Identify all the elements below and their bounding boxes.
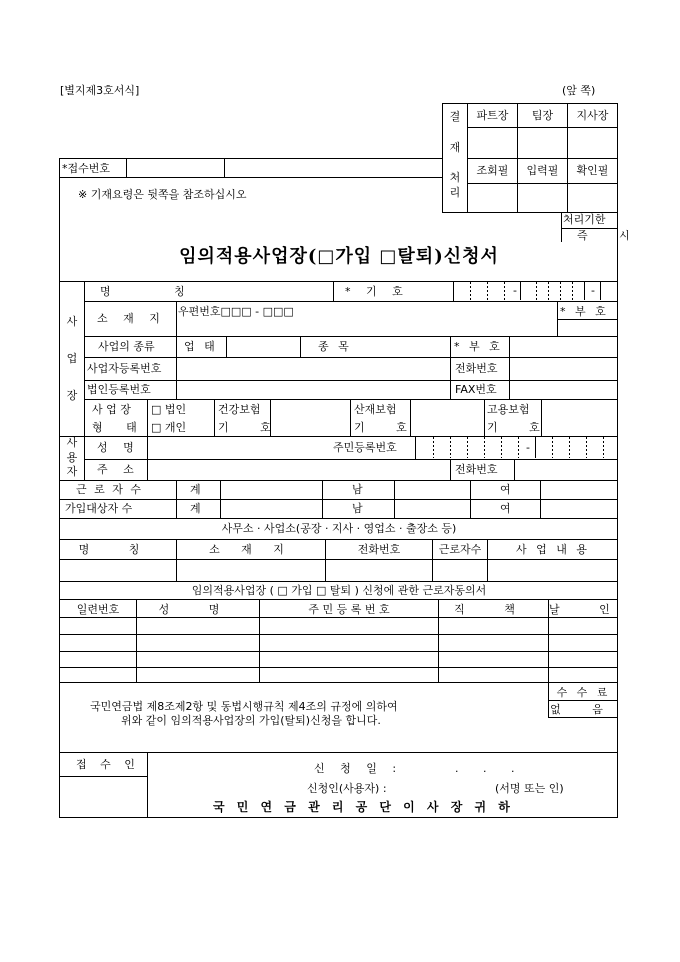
consent-col-serial: 일련번호 [76, 603, 120, 616]
option-individual[interactable]: □ 개인 [151, 421, 187, 434]
symbol-dash-2: - [591, 284, 595, 297]
postal-code: 우편번호□□□ - □□□ [178, 305, 294, 318]
approval-label-4: 리 [449, 186, 461, 199]
consent-col-resident-no: 주 민 등 록 번 호 [308, 603, 390, 616]
approval-label-2: 재 [449, 141, 461, 154]
date-label: 신 청 일 : [314, 762, 403, 775]
offices-heading: 사무소 · 사업소(공장 · 지사 · 영업소 · 출장소 등) [221, 522, 457, 535]
approver-team-lead: 팀장 [531, 109, 554, 122]
consent-heading: 임의적용사업장 ( □ 가입 □ 탈퇴 ) 신청에 관한 근로자동의서 [191, 584, 487, 597]
applicant-label: 신청인(사용자) : [307, 782, 387, 795]
option-corporation[interactable]: □ 법인 [151, 403, 187, 416]
employer-name-label: 성 명 [97, 441, 140, 454]
workers-count-label: 근 로 자 수 [76, 483, 143, 496]
consent-col-position: 직 책 [454, 603, 533, 616]
page-title: 임의적용사업장(□가입 □탈퇴)신청서 [179, 246, 499, 267]
offices-col-business: 사 업 내 용 [516, 543, 590, 556]
fax-label: FAX번호 [455, 383, 497, 396]
resident-no-dash: - [526, 441, 530, 454]
check-lookup: 조회필 [476, 164, 509, 177]
date-dots: . . . [455, 762, 515, 775]
approver-branch-head: 지사장 [576, 109, 609, 122]
receipt-number-label: *접수번호 [62, 162, 111, 175]
workplace-side-1: 사 [66, 315, 78, 328]
employment-insurance-label-1: 고용보험 [487, 403, 530, 416]
page-side: (앞 쪽) [562, 84, 596, 97]
addressee: 국 민 연 금 관 리 공 단 이 사 장 귀 하 [213, 800, 514, 814]
approval-label-1: 결 [449, 110, 461, 123]
workers-total-label: 계 [190, 483, 201, 496]
enrollees-female-label: 여 [500, 502, 511, 515]
employer-resident-no-label: 주민등록번호 [333, 441, 397, 454]
statement-line-1: 국민연금법 제8조제2항 및 동법시행규칙 제4조의 규정에 의하여 [90, 700, 398, 713]
sign-label-2: * 부 호 [454, 340, 503, 353]
industrial-insurance-label-2: 기 호 [354, 421, 421, 434]
approver-part-lead: 파트장 [476, 109, 509, 122]
address-label: 소 재 지 [97, 312, 166, 325]
employer-phone-label: 전화번호 [455, 463, 498, 476]
fee-label: 수 수 료 [556, 686, 611, 699]
business-category-label: 업 태 [184, 340, 218, 353]
check-input: 입력필 [526, 164, 559, 177]
employer-side-2: 용 [66, 451, 78, 464]
workers-male-label: 남 [352, 483, 363, 496]
business-form-label-2: 형 태 [92, 421, 147, 434]
corp-reg-no-label: 법인등록번호 [87, 383, 151, 396]
business-reg-no-label: 사업자등록번호 [87, 362, 162, 375]
offices-col-address: 소 재 지 [209, 543, 293, 556]
deadline-value: 즉 시 [577, 229, 644, 242]
employer-side-1: 사 [66, 436, 78, 449]
employer-side-3: 자 [66, 465, 78, 478]
offices-col-name: 명 칭 [78, 543, 158, 556]
offices-col-phone: 전화번호 [357, 543, 401, 556]
employer-address-label: 주 소 [97, 463, 140, 476]
check-confirm: 확인필 [576, 164, 609, 177]
statement-line-2: 위와 같이 임의적용사업장의 가입(탈퇴)신청을 합니다. [121, 714, 381, 727]
offices-col-workers: 근로자수 [438, 543, 482, 556]
workplace-side-2: 업 [66, 352, 78, 365]
business-form-label-1: 사 업 장 [92, 403, 131, 416]
consent-col-name: 성 명 [158, 603, 238, 616]
employment-insurance-label-2: 기 호 [487, 421, 554, 434]
receiver-label: 접 수 인 [76, 758, 140, 771]
workplace-side-3: 장 [66, 389, 78, 402]
consent-col-seal: 날 인 [549, 603, 628, 616]
business-type-label: 사업의 종류 [98, 340, 155, 353]
sign-label: * 부 호 [560, 305, 609, 318]
enrollees-count-label: 가입대상자 수 [65, 502, 133, 515]
signature-hint: (서명 또는 인) [495, 782, 564, 795]
enrollees-male-label: 남 [352, 502, 363, 515]
symbol-dash: - [513, 284, 517, 297]
fee-value: 없 음 [550, 703, 617, 716]
enrollees-total-label: 계 [190, 502, 201, 515]
form-id: [별지제3호서식] [60, 84, 140, 97]
industrial-insurance-label-1: 산재보험 [354, 403, 397, 416]
workers-female-label: 여 [500, 483, 511, 496]
phone-label: 전화번호 [455, 362, 498, 375]
instructions-note: ※ 기재요령은 뒷쪽을 참조하십시오 [78, 188, 247, 201]
approval-label-3: 처 [449, 171, 461, 184]
symbol-label: * 기 호 [345, 285, 409, 298]
business-item-label: 종 목 [318, 340, 352, 353]
health-insurance-label-1: 건강보험 [218, 403, 261, 416]
workplace-name-label: 명 칭 [100, 285, 215, 298]
deadline-label: 처리기한 [563, 213, 606, 226]
health-insurance-label-2: 기 호 [218, 421, 285, 434]
